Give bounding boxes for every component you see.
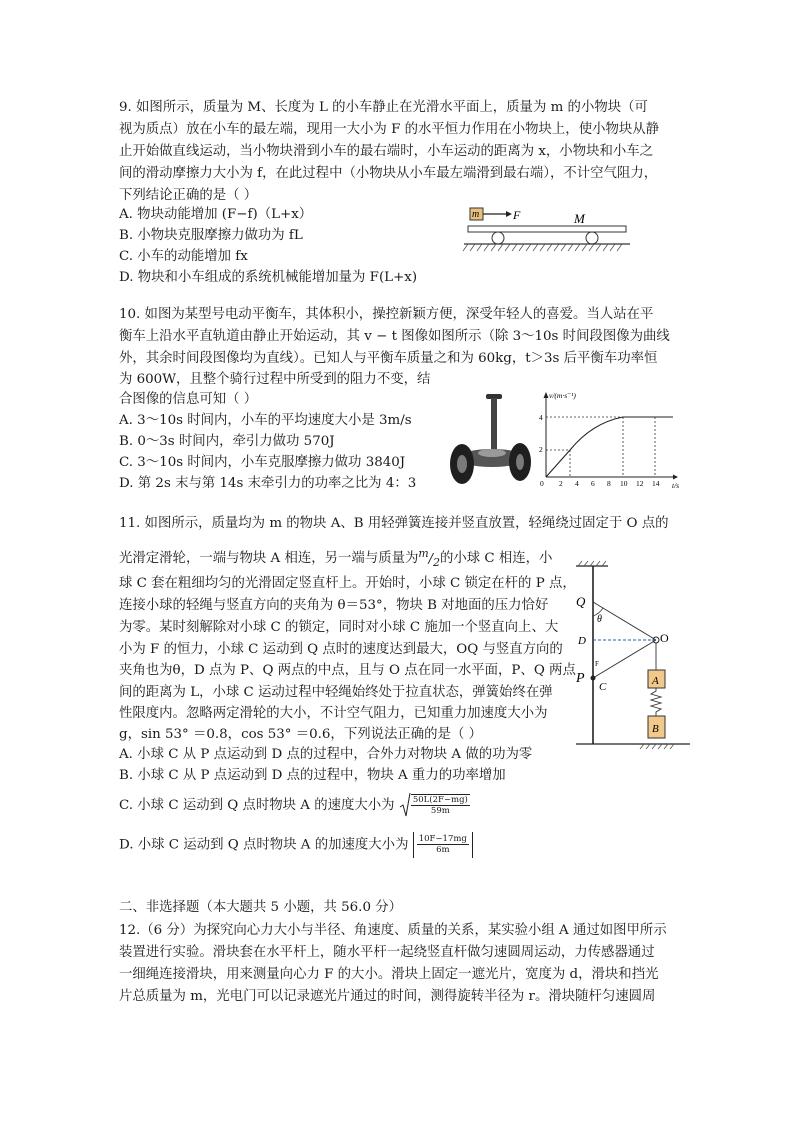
q9-line-4: 间的滑动摩擦力大小为 f，在此过程中（小物块从小车最左端滑到最右端），不计空气阻力， — [119, 166, 658, 181]
q11-option-b: B. 小球 C 从 P 点运动到 D 点的过程中，物块 A 重力的功率增加 — [119, 768, 506, 783]
hatch-line — [526, 244, 531, 251]
q9-line-3: 止开始做直线运动，当小物块滑到小车的最右端时，小车运动的距离为 x，小物块和小车之 — [119, 144, 654, 159]
q11-line-6: 小为 F 的恒力，小球 C 运动到 Q 点时的速度达到最大，OQ 与竖直方向的 — [119, 642, 563, 657]
ground-hatch — [640, 744, 674, 749]
mass-fraction-num: m — [418, 547, 429, 560]
scooter-stem — [491, 398, 497, 450]
q9-option-b: B. 小物块克服摩擦力做功为 fL — [119, 228, 303, 243]
ceiling-hatch — [578, 561, 606, 566]
q12-line-3: 一细绳连接滑块，用来测量向心力 F 的大小。滑块上固定一遮光片，宽度为 d，滑块和挡光 — [119, 967, 659, 982]
t-tick-14: 14 — [652, 479, 660, 488]
hatch-line — [491, 244, 496, 251]
hatch-line — [561, 244, 566, 251]
sqrt-sign — [399, 792, 411, 818]
label-p: P — [576, 671, 585, 686]
hatch-line — [582, 244, 587, 251]
q10-line-5: 合图像的信息可知（ ） — [119, 392, 258, 407]
car-wheel-right — [586, 232, 598, 244]
v-axis-label: v/(m·s⁻¹) — [549, 391, 576, 400]
vt-curve — [546, 417, 673, 477]
abs-fraction — [417, 834, 469, 855]
wheel-hub-left — [457, 455, 467, 473]
q12-line-2: 装置进行实验。滑块套在水平杆上，随水平杆一起绕竖直杆做匀速圆周运动，力传感器通过 — [119, 945, 655, 960]
q11-pulley-figure — [574, 560, 692, 750]
t-axis-arrow — [673, 475, 678, 480]
hatch-line — [610, 244, 615, 251]
q11-line-2 — [119, 544, 552, 573]
q9-cart-figure — [462, 200, 632, 262]
ground-hatch — [463, 244, 622, 251]
q10-option-a: A. 3～10s 时间内，小车的平均速度大小是 3m/s — [119, 413, 412, 428]
hatch-line — [617, 244, 622, 251]
t-tick-6: 6 — [591, 479, 595, 488]
q12-line-4: 片总质量为 m，光电门可以记录遮光片通过的时间，测得旋转半径为 r。滑块随杆匀速圆周 — [119, 989, 656, 1004]
t-tick-12: 12 — [636, 479, 644, 488]
t-axis-label: t/s — [672, 481, 680, 490]
q11-line-5: 为零。某时刻解除对小球 C 的锁定，同时对小球 C 施加一个竖直向上、大 — [119, 620, 559, 635]
hatch-line — [477, 244, 482, 251]
q10-option-c: C. 3～10s 时间内，小车克服摩擦力做功 3840J — [119, 455, 406, 470]
car-wheel-left — [492, 232, 504, 244]
t-tick-2: 2 — [559, 479, 563, 488]
q11-line-2-post: 的小球 C 相连，小 — [439, 550, 553, 566]
car-label: M — [574, 211, 585, 226]
q11-line-10: g，sin 53° ＝0.8，cos 53° ＝0.6，下列说法正确的是（ ） — [119, 727, 482, 742]
hatch-line — [596, 244, 601, 251]
q11-line-2-pre: 光滑定滑轮，一端与物块 A 相连，另一端与质量为 — [119, 550, 419, 566]
q9-option-c: C. 小车的动能增加 fx — [119, 249, 248, 264]
hatch-line — [512, 244, 517, 251]
q9-option-a: A. 物块动能增加 (F−f)（L+x） — [119, 207, 313, 222]
q12-line-1: 12.（6 分）为探究向心力大小与半径、角速度、质量的关系，某实验小组 A 通过如图甲所示 — [119, 923, 667, 938]
label-theta: θ — [597, 614, 602, 625]
q11-line-7: 夹角也为θ，D 点为 P、Q 两点的中点，且与 O 点在同一水平面，P、Q 两点 — [119, 663, 576, 678]
label-d: D — [578, 635, 586, 647]
sqrt-fraction — [411, 794, 470, 816]
hatch-line — [519, 244, 524, 251]
abs-fraction-num: 10F−17mg — [418, 834, 467, 844]
hatch-line — [463, 244, 468, 251]
q11-option-c — [119, 792, 470, 819]
q11-line-1: 11. 如图所示，质量均为 m 的物块 A、B 用轻弹簧连接并竖直放置，轻绳绕过固定于 O 点的 — [119, 516, 669, 531]
sqrt-fraction-num: 50L(2F−mg) — [412, 795, 468, 805]
label-o: O — [660, 631, 669, 645]
label-q: Q — [576, 594, 586, 609]
q11-line-4: 连接小球的轻绳与竖直方向的夹角为 θ＝53°，物块 B 对地面的压力恰好 — [119, 598, 549, 613]
q9-line-5: 下列结论正确的是（ ） — [119, 188, 258, 203]
q10-option-b: B. 0～3s 时间内，牵引力做功 570J — [119, 434, 335, 449]
hatch-line — [589, 244, 594, 251]
abs-fraction-den: 6m — [436, 845, 450, 855]
q9-line-1: 9. 如图所示，质量为 M、长度为 L 的小车静止在光滑水平面上，质量为 m 的小物块（可 — [119, 100, 648, 115]
t-ticks — [559, 479, 660, 488]
abs-expression — [413, 832, 473, 858]
q10-line-4: 为 600W，且整个骑行过程中所受到的阻力不变，结 — [119, 372, 431, 387]
scooter-pad — [478, 449, 506, 457]
hatch-line — [540, 244, 545, 251]
v-tick-4: 4 — [539, 413, 543, 422]
hatch-line — [484, 244, 489, 251]
hatch-line — [498, 244, 503, 251]
q11-line-8: 间的距离为 L，小球 C 运动过程中轻绳始终处于拉直状态，弹簧始终在弹 — [119, 685, 553, 700]
t-tick-4: 4 — [575, 479, 579, 488]
mass-fraction-den: 2 — [433, 555, 440, 569]
q10-line-2: 衡车上沿水平直轨道由静止开始运动，其 v − t 图像如图所示（除 3～10s 时间段图像为曲线 — [119, 329, 670, 344]
label-a: A — [652, 675, 659, 687]
q9-line-2: 视为质点）放在小车的最左端，现用一大小为 F 的水平恒力作用在小物块上，使小物块从静 — [119, 122, 660, 137]
hatch-line — [505, 244, 510, 251]
wheel-hub-right — [516, 454, 524, 470]
line-qo — [593, 602, 656, 640]
hatch-line — [470, 244, 475, 251]
q11-line-3: 球 C 套在粗细均匀的光滑固定竖直杆上。开始时，小球 C 锁定在杆的 P 点， — [119, 576, 576, 591]
balance-scooter-image — [446, 390, 536, 488]
hatch-line — [575, 244, 580, 251]
car-body — [468, 226, 626, 232]
q11-option-a: A. 小球 C 从 P 点运动到 D 点的过程中，合外力对物块 A 做的功为零 — [119, 747, 533, 762]
label-b: B — [652, 723, 659, 735]
q11-option-d — [119, 832, 473, 859]
line-po — [593, 640, 656, 678]
q11-option-c-text: C. 小球 C 运动到 Q 点时物块 A 的速度大小为 — [119, 797, 395, 813]
origin-label: 0 — [540, 479, 544, 488]
q9-option-d: D. 物块和小车组成的系统机械能增加量为 F(L+x) — [119, 270, 418, 285]
v-axis-arrow — [544, 392, 549, 398]
sqrt-fraction-den: 59m — [430, 806, 450, 816]
hatch-line — [547, 244, 552, 251]
label-f: F — [595, 660, 599, 668]
block-m-label: m — [472, 209, 480, 220]
hatch-line — [533, 244, 538, 251]
hatch-line — [568, 244, 573, 251]
q10-line-3: 外，其余时间段图像均为直线）。已知人与平衡车质量之和为 60kg，t＞3s 后平衡车功率恒 — [119, 351, 658, 366]
force-arrowhead — [506, 211, 512, 217]
q10-vt-graph — [530, 390, 685, 490]
hatch-line — [554, 244, 559, 251]
q10-option-d: D. 第 2s 末与第 14s 末牵引力的功率之比为 4：3 — [119, 476, 417, 491]
t-tick-8: 8 — [607, 479, 611, 488]
hatch-line — [603, 244, 608, 251]
sqrt-expression — [399, 792, 470, 819]
q10-line-1: 10. 如图为某型号电动平衡车，其体积小，操控新颖方便，深受年轻人的喜爱。当人站在平 — [119, 307, 654, 322]
t-tick-10: 10 — [620, 479, 628, 488]
label-c: C — [599, 681, 607, 693]
v-tick-2: 2 — [539, 445, 543, 454]
q11-option-d-text: D. 小球 C 运动到 Q 点时物块 A 的加速度大小为 — [119, 837, 409, 853]
mass-half-fraction: $^m/_2$ — [418, 547, 440, 569]
section-2-title: 二、非选择题（本大题共 5 小题，共 56.0 分） — [119, 900, 402, 915]
force-label: F — [513, 208, 521, 222]
q11-line-9: 性限度内。忽略两定滑轮的大小，不计空气阻力，已知重力加速度大小为 — [119, 706, 548, 721]
spring — [651, 688, 661, 716]
